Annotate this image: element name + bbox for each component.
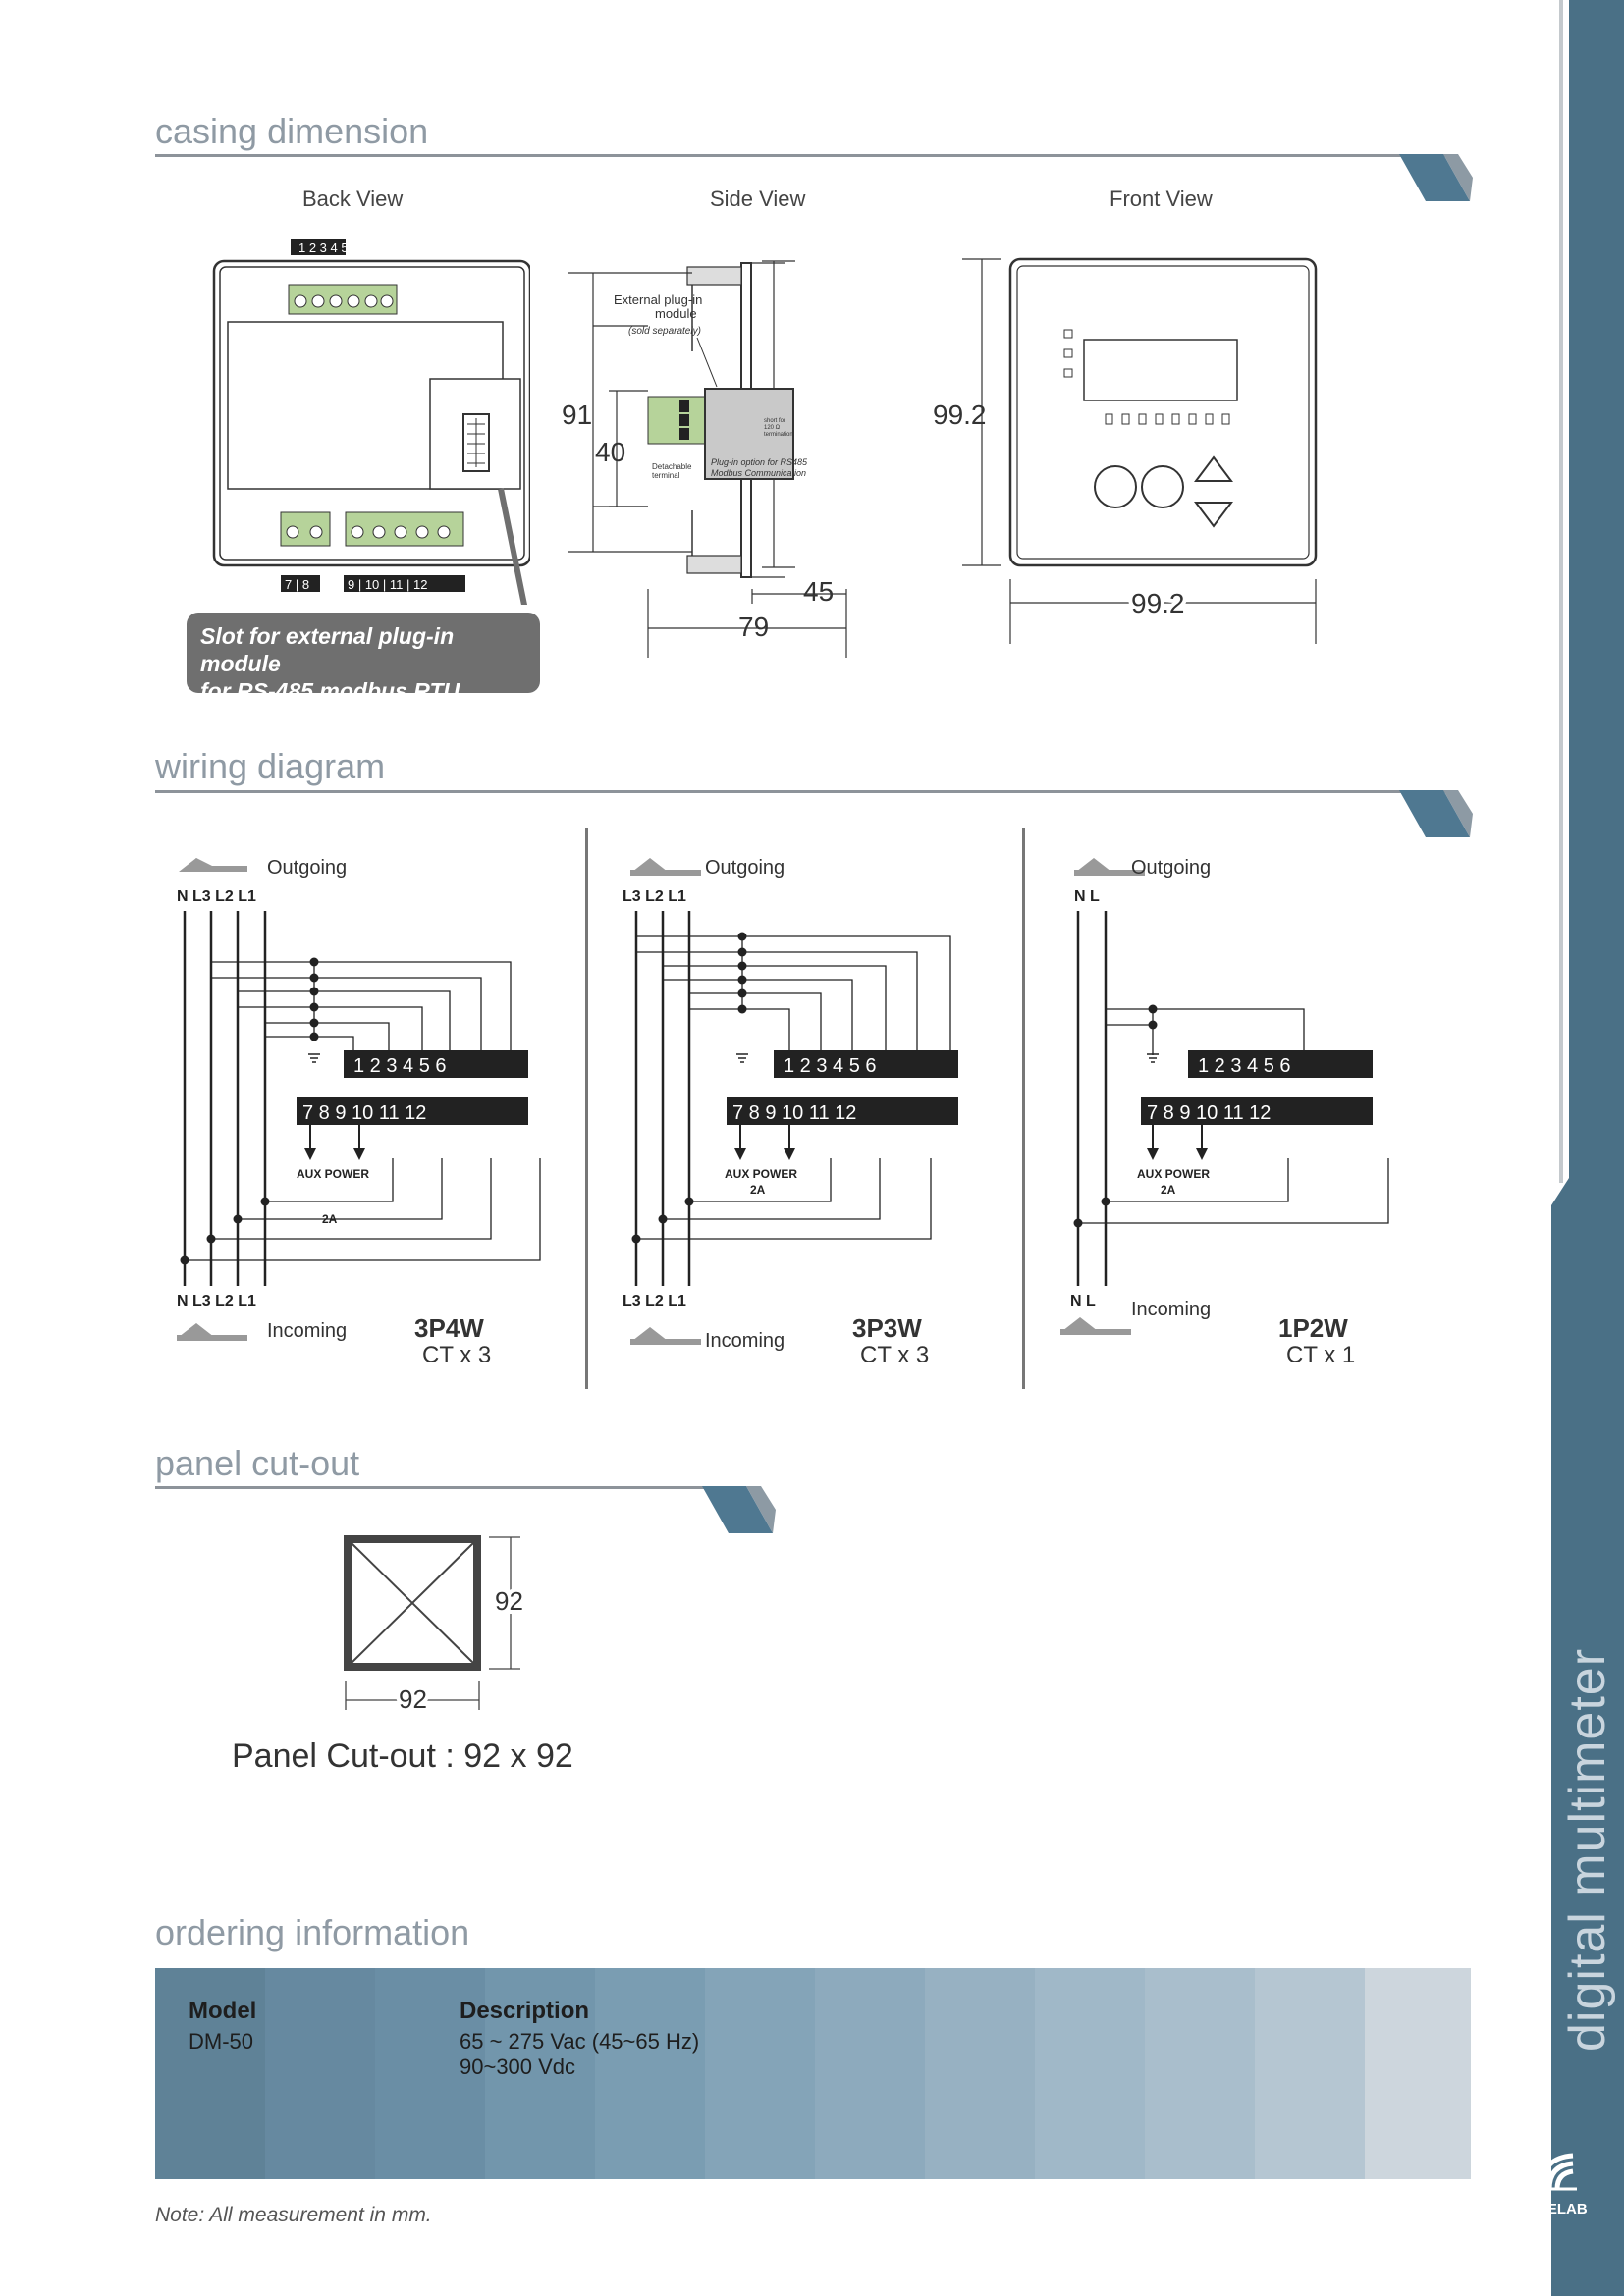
front-view-label: Front View (1110, 187, 1213, 211)
svg-text:N L: N L (1070, 1293, 1096, 1309)
svg-text:120 Ω: 120 Ω (764, 425, 781, 431)
section-tab-decoration (702, 1486, 776, 1533)
svg-text:9 | 10 | 11 | 12: 9 | 10 | 11 | 12 (348, 577, 428, 592)
section-rule (155, 154, 1456, 157)
svg-text:2A: 2A (750, 1183, 766, 1197)
description-header: Description (460, 1998, 590, 2024)
dim-79: 79 (738, 612, 770, 642)
model-header: Model (189, 1998, 257, 2024)
rs485-slot-callout: Slot for external plug-in module for RS-485 modbus RTU (187, 613, 540, 693)
cutout-dim-w: 92 (399, 1684, 427, 1714)
measurement-note: Note: All measurement in mm. (155, 2204, 432, 2226)
svg-text:N L: N L (1074, 888, 1100, 905)
column-divider (585, 828, 588, 1389)
svg-text:1 2 3 4 5 6: 1 2 3 4 5 6 (784, 1055, 877, 1077)
svg-text:N L3 L2 L1: N L3 L2 L1 (177, 888, 256, 905)
svg-text:Incoming: Incoming (267, 1320, 348, 1342)
diagram-name: 1P2W (1278, 1313, 1348, 1343)
svg-text:External plug-in: External plug-in (614, 293, 703, 307)
svg-text:7 8 9 10 11 12: 7 8 9 10 11 12 (1147, 1102, 1272, 1124)
svg-text:7 8 9 10 11 12: 7 8 9 10 11 12 (302, 1102, 427, 1124)
back-view-label: Back View (302, 187, 404, 211)
side-view-drawing (550, 255, 933, 667)
svg-text:short for: short for (764, 418, 786, 424)
section-rule (155, 790, 1456, 793)
model-value: DM-50 (189, 2029, 254, 2054)
svg-text:L3 L2 L1: L3 L2 L1 (623, 1293, 686, 1309)
svg-text:Detachable: Detachable (652, 462, 692, 471)
wiring-3p3w (609, 844, 1021, 1394)
diagram-name: 3P4W (414, 1313, 484, 1343)
delab-brand: DELAB (1537, 2201, 1588, 2217)
svg-text:module: module (655, 306, 697, 321)
back-view-drawing (206, 232, 530, 605)
top-terminal-numbers (291, 239, 358, 255)
terminal-label: 1 2 3 4 5 6 (298, 240, 359, 255)
svg-text:Modbus Communication: Modbus Communication (711, 468, 807, 478)
section-title-casing: casing dimension (155, 111, 429, 151)
section-title-wiring: wiring diagram (155, 746, 386, 786)
diagram-ct: CT x 3 (422, 1342, 492, 1368)
svg-text:termination: termination (764, 432, 793, 438)
dim-45: 45 (803, 576, 835, 607)
section-rule (155, 1486, 705, 1489)
svg-text:2A: 2A (1161, 1183, 1176, 1197)
cutout-dim-h: 92 (495, 1586, 523, 1616)
front-view-drawing (923, 255, 1335, 648)
side-view-label: Side View (710, 187, 806, 211)
dim-width: 99.2 (1131, 588, 1185, 618)
svg-text:7 | 8: 7 | 8 (285, 577, 310, 592)
svg-text:2A: 2A (322, 1212, 338, 1226)
svg-text:7 8 9 10 11 12: 7 8 9 10 11 12 (732, 1102, 857, 1124)
svg-text:(sold separately): (sold separately) (628, 326, 701, 337)
svg-text:Outgoing: Outgoing (1131, 857, 1212, 879)
description-line-2: 90~300 Vdc (460, 2055, 576, 2079)
wiring-3p4w (157, 844, 569, 1394)
diagram-ct: CT x 1 (1286, 1342, 1356, 1368)
cutout-drawing (334, 1527, 550, 1724)
dim-40: 40 (595, 437, 626, 467)
column-divider (1022, 828, 1025, 1389)
svg-text:1 2 3 4 5 6: 1 2 3 4 5 6 (353, 1055, 447, 1077)
diagram-name: 3P3W (852, 1313, 922, 1343)
dim-91: 91 (562, 400, 593, 430)
description-line-1: 65 ~ 275 Vac (45~65 Hz) (460, 2029, 700, 2054)
svg-text:1 2 3 4 5 6: 1 2 3 4 5 6 (1198, 1055, 1291, 1077)
svg-text:Plug-in option for RS485: Plug-in option for RS485 (711, 457, 808, 467)
section-title-cutout: panel cut-out (155, 1443, 360, 1483)
svg-text:terminal: terminal (652, 471, 680, 480)
delab-logo-icon (1532, 2150, 1585, 2197)
section-tab-decoration (1399, 154, 1473, 201)
wiring-1p2w (1051, 844, 1463, 1394)
svg-text:Incoming: Incoming (705, 1330, 785, 1352)
cutout-caption: Panel Cut-out : 92 x 92 (232, 1737, 573, 1775)
svg-text:AUX POWER: AUX POWER (297, 1167, 370, 1181)
svg-text:L3 L2 L1: L3 L2 L1 (623, 888, 686, 905)
section-tab-decoration (1399, 790, 1473, 837)
sidebar-vertical-title: digital multimeter (1559, 1647, 1616, 2052)
svg-text:Outgoing: Outgoing (705, 857, 785, 879)
svg-text:AUX POWER: AUX POWER (1137, 1167, 1211, 1181)
svg-text:Incoming: Incoming (1131, 1299, 1212, 1320)
dim-height: 99.2 (933, 400, 987, 430)
svg-text:N L3 L2 L1: N L3 L2 L1 (177, 1293, 256, 1309)
bottom-terminal-numbers (281, 575, 465, 592)
svg-text:Outgoing: Outgoing (267, 857, 348, 879)
ordering-table (155, 1968, 1471, 2179)
section-title-ordering: ordering information (155, 1912, 470, 1952)
diagram-ct: CT x 3 (860, 1342, 930, 1368)
svg-text:AUX POWER: AUX POWER (725, 1167, 798, 1181)
